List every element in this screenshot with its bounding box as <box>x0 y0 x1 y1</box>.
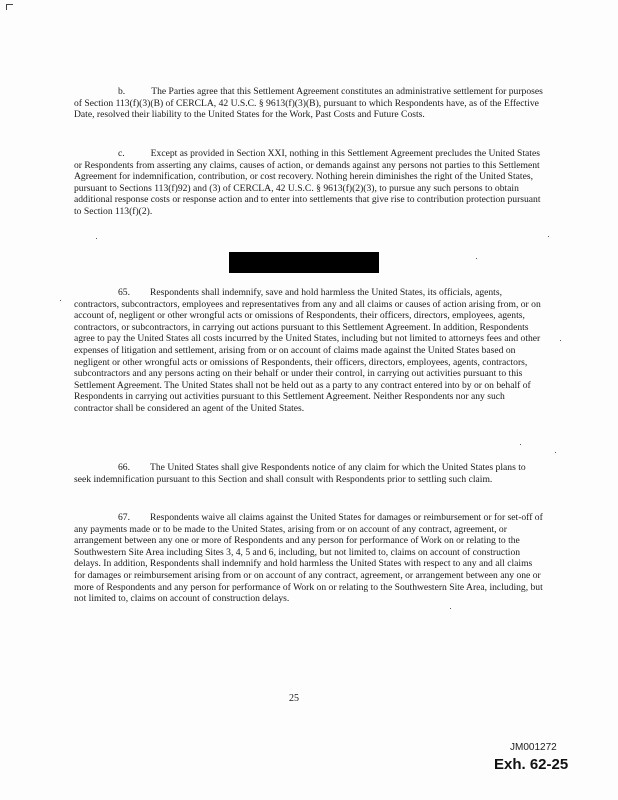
scan-corner-mark <box>6 4 13 10</box>
paragraph-67-label: 67. <box>118 512 130 523</box>
paragraph-66-label: 66. <box>118 462 130 473</box>
paragraph-c-text: Except as provided in Section XXI, nothing in this Settlement Agreement precludes the United States or Respondents from asserting any claims, causes of action, or demands against any persons not parties to this Settlement Agreement for indemnification, contribution, or cost recovery. Nothing herein diminishes the right of the United States, pursuant to Sections 113(f)92) and (3) of CERCLA, 42 U.S.C. § 9613(f)(2)(3), to pursue any such persons to obtain additional response costs or response action and to enter into settlements that give rise to contribution protection pursuant to Section 113(f)(2). <box>74 148 541 217</box>
page-number: 25 <box>289 693 299 704</box>
paragraph-66 <box>74 462 544 485</box>
paragraph-65 <box>74 287 544 415</box>
paragraph-b <box>74 86 544 121</box>
scan-speck <box>560 340 561 341</box>
paragraph-66-text: The United States shall give Respondents notice of any claim for which the United States plans to seek indemnification pursuant to this Section and shall consult with Respondents prior to settling such claim. <box>74 462 526 485</box>
scan-speck <box>555 452 556 453</box>
scan-speck <box>60 300 61 301</box>
exhibit-label: Exh. 62-25 <box>494 756 569 773</box>
bates-number: JM001272 <box>510 742 557 753</box>
paragraph-b-text: The Parties agree that this Settlement Agreement constitutes an administrative settlement for purposes of Section 113(f)(3)(B) of CERCLA, 42 U.S.C. § 9613(f)(3)(B), pursuant to which Respondents have, as of the Effective Date, resolved their liability to the United States for the Work, Past Costs and Future Costs. <box>74 86 543 121</box>
scan-speck <box>450 608 451 609</box>
paragraph-65-text: Respondents shall indemnify, save and hold harmless the United States, its officials, agents, contractors, subcontractors, employees and representatives from any and all claims or causes of action arising from, or on account of, negligent or other wrongful acts or omissions of Respondents, their officers, directors, employees, agents, contractors, or subcontractors, in carrying out actions pursuant to this Settlement Agreement. In addition, Respondents agree to pay the United States all costs incurred by the United States, including but not limited to attorneys fees and other expenses of litigation and settlement, arising from or on account of claims made against the United States based on negligent or other wrongful acts or omissions of Respondents, their officers, directors, employees, agents, contractors, subcontractors and any persons acting on their behalf or under their control, in carrying out activities pursuant to this Settlement Agreement. The United States shall not be held out as a party to any contract entered into by or on behalf of Respondents in carrying out activities pursuant to this Settlement Agreement. Neither Respondents nor any such contractor shall be considered an agent of the United States. <box>74 287 541 414</box>
paragraph-67 <box>74 512 544 605</box>
scan-speck <box>520 444 521 445</box>
redacted-heading <box>229 252 379 273</box>
paragraph-65-label: 65. <box>118 287 130 298</box>
paragraph-c <box>74 148 544 218</box>
paragraph-c-label: c. <box>118 148 125 159</box>
paragraph-b-label: b. <box>118 86 126 97</box>
paragraph-67-text: Respondents waive all claims against the United States for damages or reimbursement or for set-off of any payments made or to be made to the United States, arising from or on account of any contract, agreement, or arrangement between any one or more of Respondents and any person for performance of Work on or relating to the Southwestern Site Area including Sites 3, 4, 5 and 6, including, but not limited to, claims on account of construction delays. In addition, Respondents shall indemnify and hold harmless the United States with respect to any and all claims for damages or reimbursement arising from or on account of any contract, agreement, or arrangement between any one or more of Respondents and any person for performance of Work on or relating to the Southwestern Site Area, including, but not limited to, claims on account of construction delays. <box>74 512 543 605</box>
scan-speck <box>548 236 549 237</box>
scan-speck <box>476 258 477 259</box>
scan-speck <box>96 238 97 239</box>
